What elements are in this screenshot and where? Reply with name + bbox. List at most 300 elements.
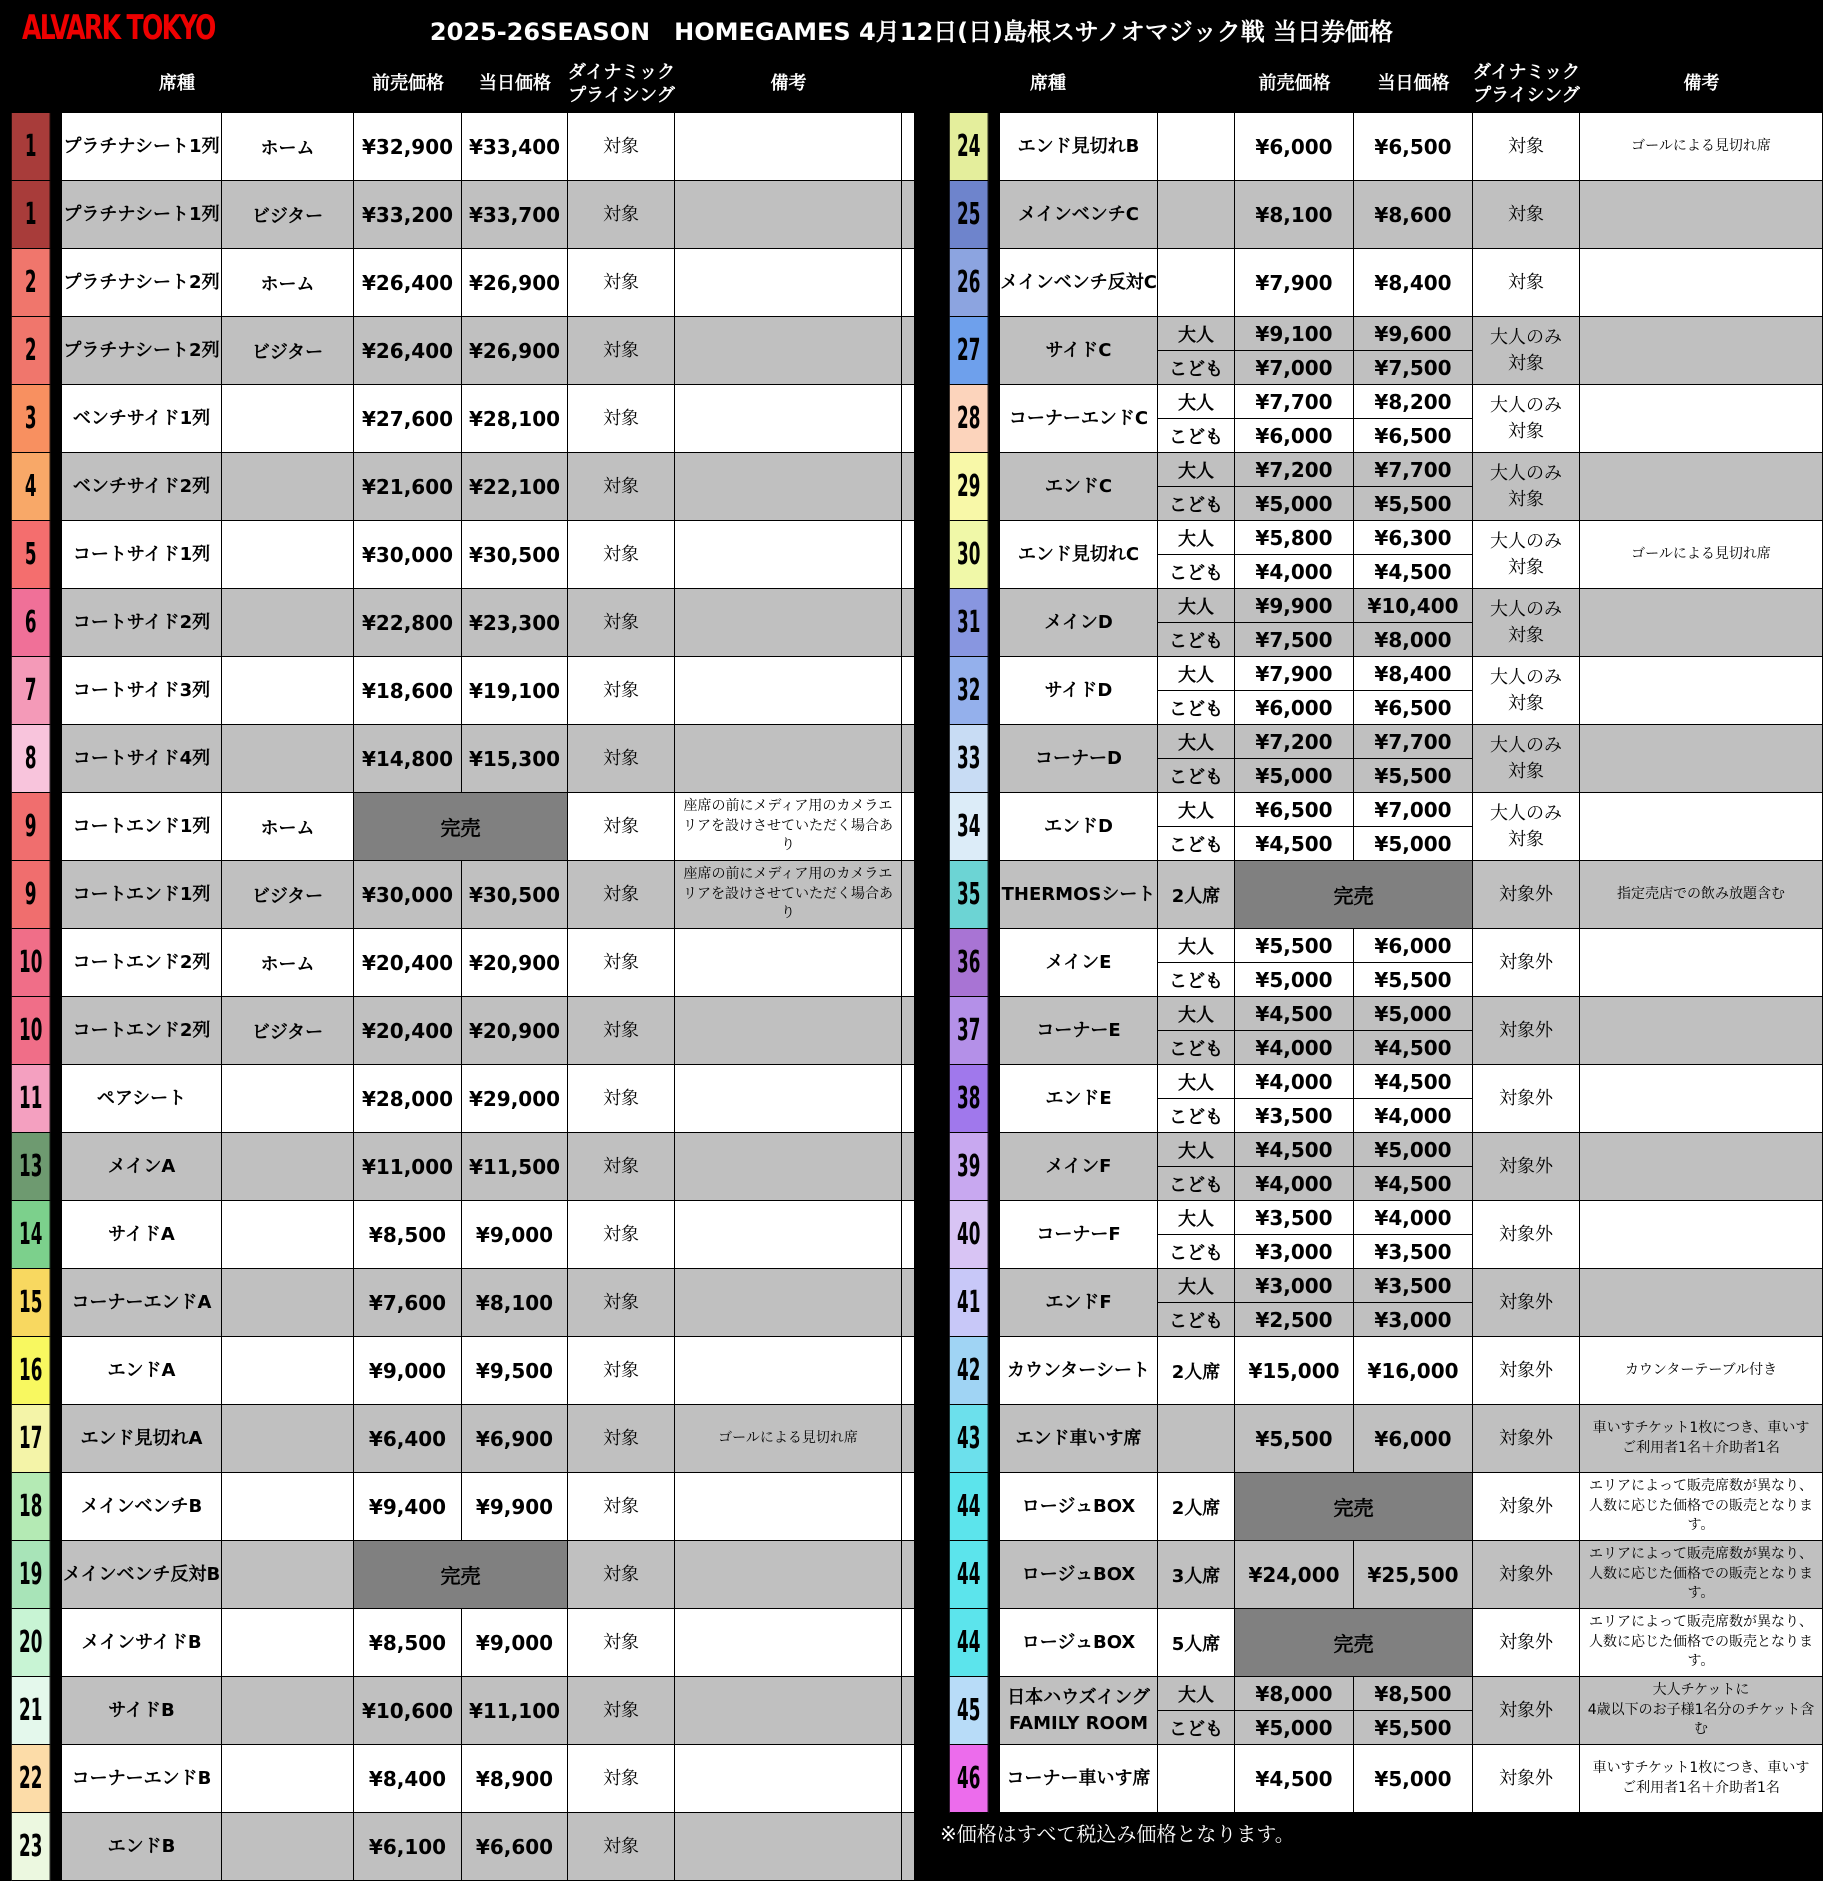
seat-number: 7 (12, 657, 50, 725)
remarks (675, 1813, 902, 1881)
presale-price: ¥5,000 (1235, 1711, 1354, 1745)
dynamic-pricing: 大人のみ 対象 (1473, 453, 1580, 521)
seat-subtype: 大人 (1158, 521, 1235, 555)
seat-name: メインE (1000, 929, 1158, 997)
presale-price: ¥7,700 (1235, 385, 1354, 419)
seat-subtype: 大人 (1158, 657, 1235, 691)
dynamic-pricing: 大人のみ 対象 (1473, 589, 1580, 657)
dynamic-pricing: 対象 (568, 1201, 675, 1269)
seat-name: メインサイドB (62, 1609, 222, 1677)
remarks: ゴールによる見切れ席 (1580, 113, 1823, 181)
dayof-price: ¥26,900 (462, 249, 568, 317)
seat-subtype: 大人 (1158, 1677, 1235, 1711)
row-edge (902, 1541, 914, 1609)
seat-number: 22 (12, 1745, 50, 1813)
seat-subtype: ホーム (222, 793, 354, 861)
remarks (675, 1541, 902, 1609)
dayof-price: ¥11,500 (462, 1133, 568, 1201)
remarks (675, 1133, 902, 1201)
dayof-price: ¥6,000 (1354, 929, 1473, 963)
seat-subtype (222, 1473, 354, 1541)
row-edge (902, 521, 914, 589)
presale-price: ¥7,000 (1235, 351, 1354, 385)
row-edge (902, 385, 914, 453)
dayof-price: ¥5,000 (1354, 827, 1473, 861)
presale-price: ¥5,500 (1235, 929, 1354, 963)
row-edge (902, 181, 914, 249)
remarks: 大人チケットに 4歳以下のお子様1名分のチケット含む (1580, 1677, 1823, 1745)
left-col-seat: 席種 (159, 73, 195, 95)
seat-number: 15 (12, 1269, 50, 1337)
dynamic-pricing: 対象 (568, 1609, 675, 1677)
seat-number: 10 (12, 929, 50, 997)
seat-number: 1 (12, 113, 50, 181)
seat-subtype (1158, 249, 1235, 317)
seat-name: ペアシート (62, 1065, 222, 1133)
remarks: エリアによって販売席数が異なり、人数に応じた価格での販売となります。 (1580, 1473, 1823, 1541)
dayof-price: ¥33,400 (462, 113, 568, 181)
seat-name: メインベンチ反対C (1000, 249, 1158, 317)
seat-name: コートサイド4列 (62, 725, 222, 793)
presale-price: ¥10,600 (354, 1677, 462, 1745)
dayof-price: ¥23,300 (462, 589, 568, 657)
seat-number: 44 (950, 1541, 988, 1609)
remarks (675, 929, 902, 997)
dayof-price: ¥6,900 (462, 1405, 568, 1473)
presale-price: ¥26,400 (354, 249, 462, 317)
left-col-dynamic: ダイナミック プライシング (567, 62, 676, 106)
seat-subtype (222, 1677, 354, 1745)
remarks (1580, 453, 1823, 521)
presale-price: ¥6,100 (354, 1813, 462, 1881)
dynamic-pricing: 対象 (1473, 113, 1580, 181)
presale-price: ¥4,500 (1235, 1745, 1354, 1813)
seat-number: 17 (12, 1405, 50, 1473)
dayof-price: ¥30,500 (462, 861, 568, 929)
dynamic-pricing: 対象 (568, 1065, 675, 1133)
presale-price: ¥4,000 (1235, 1167, 1354, 1201)
seat-subtype: 大人 (1158, 725, 1235, 759)
dayof-price: ¥6,500 (1354, 419, 1473, 453)
dayof-price: ¥25,500 (1354, 1541, 1473, 1609)
dynamic-pricing: 対象外 (1473, 1269, 1580, 1337)
dynamic-pricing: 対象 (1473, 249, 1580, 317)
seat-name: エンドF (1000, 1269, 1158, 1337)
presale-price: ¥11,000 (354, 1133, 462, 1201)
seat-name: 日本ハウズイング FAMILY ROOM (1000, 1677, 1158, 1745)
seat-subtype: 大人 (1158, 793, 1235, 827)
seat-name: サイドA (62, 1201, 222, 1269)
seat-subtype (222, 725, 354, 793)
seat-number: 40 (950, 1201, 988, 1269)
presale-price: ¥33,200 (354, 181, 462, 249)
remarks (1580, 657, 1823, 725)
seat-subtype: 大人 (1158, 929, 1235, 963)
seat-number: 37 (950, 997, 988, 1065)
dayof-price: ¥9,000 (462, 1201, 568, 1269)
seat-subtype: 大人 (1158, 997, 1235, 1031)
seat-subtype: 大人 (1158, 589, 1235, 623)
seat-name: コーナーエンドA (62, 1269, 222, 1337)
presale-price: ¥7,900 (1235, 249, 1354, 317)
seat-subtype: こども (1158, 1235, 1235, 1269)
row-edge (902, 1201, 914, 1269)
remarks (1580, 1065, 1823, 1133)
seat-number: 2 (12, 249, 50, 317)
seat-name: ロージュBOX (1000, 1609, 1158, 1677)
right-col-presale: 前売価格 (1258, 73, 1331, 95)
row-edge (902, 1677, 914, 1745)
seat-number: 31 (950, 589, 988, 657)
remarks (675, 589, 902, 657)
dynamic-pricing: 対象 (568, 1677, 675, 1745)
seat-number: 9 (12, 861, 50, 929)
seat-subtype (222, 1065, 354, 1133)
presale-price: ¥6,000 (1235, 691, 1354, 725)
seat-subtype: こども (1158, 1303, 1235, 1337)
remarks (675, 1677, 902, 1745)
row-edge (902, 725, 914, 793)
seat-name: プラチナシート2列 (62, 249, 222, 317)
dynamic-pricing: 対象 (568, 793, 675, 861)
seat-subtype: 大人 (1158, 1065, 1235, 1099)
dynamic-pricing: 対象外 (1473, 1133, 1580, 1201)
dayof-price: ¥10,400 (1354, 589, 1473, 623)
seat-name: エンド見切れA (62, 1405, 222, 1473)
seat-subtype: 大人 (1158, 385, 1235, 419)
seat-number: 36 (950, 929, 988, 997)
presale-price: ¥15,000 (1235, 1337, 1354, 1405)
row-edge (902, 453, 914, 521)
presale-price: ¥4,000 (1235, 1065, 1354, 1099)
presale-price: ¥6,400 (354, 1405, 462, 1473)
left-col-dayof: 当日価格 (479, 73, 551, 95)
row-edge (902, 1473, 914, 1541)
seat-subtype: こども (1158, 963, 1235, 997)
dynamic-pricing: 対象 (568, 1133, 675, 1201)
presale-price: ¥8,000 (1235, 1677, 1354, 1711)
dynamic-pricing: 大人のみ 対象 (1473, 385, 1580, 453)
remarks: 座席の前にメディア用のカメラエリアを設けさせていただく場合あり (675, 793, 902, 861)
remarks (675, 1269, 902, 1337)
seat-name: プラチナシート1列 (62, 113, 222, 181)
presale-price: ¥7,200 (1235, 453, 1354, 487)
dayof-price: ¥19,100 (462, 657, 568, 725)
presale-price: ¥9,000 (354, 1337, 462, 1405)
seat-subtype: ビジター (222, 997, 354, 1065)
soldout-label: 完売 (354, 793, 568, 861)
dayof-price: ¥8,900 (462, 1745, 568, 1813)
seat-number: 38 (950, 1065, 988, 1133)
dayof-price: ¥5,000 (1354, 1745, 1473, 1813)
soldout-label: 完売 (1235, 1473, 1473, 1541)
seat-name: サイドC (1000, 317, 1158, 385)
seat-subtype: こども (1158, 1167, 1235, 1201)
seat-subtype (222, 521, 354, 589)
dayof-price: ¥3,500 (1354, 1269, 1473, 1303)
right-col-remarks: 備考 (1683, 73, 1720, 95)
row-edge (902, 657, 914, 725)
dayof-price: ¥11,100 (462, 1677, 568, 1745)
remarks: エリアによって販売席数が異なり、人数に応じた価格での販売となります。 (1580, 1541, 1823, 1609)
remarks (675, 249, 902, 317)
seat-number: 41 (950, 1269, 988, 1337)
seat-subtype: 2人席 (1158, 1337, 1235, 1405)
remarks (1580, 793, 1823, 861)
seat-subtype: こども (1158, 623, 1235, 657)
seat-number: 19 (12, 1541, 50, 1609)
dayof-price: ¥6,500 (1354, 113, 1473, 181)
seat-number: 44 (950, 1473, 988, 1541)
seat-subtype: こども (1158, 487, 1235, 521)
dayof-price: ¥7,500 (1354, 351, 1473, 385)
presale-price: ¥32,900 (354, 113, 462, 181)
dayof-price: ¥4,500 (1354, 1031, 1473, 1065)
row-edge (902, 793, 914, 861)
dynamic-pricing: 対象 (568, 589, 675, 657)
dayof-price: ¥20,900 (462, 997, 568, 1065)
seat-number: 14 (12, 1201, 50, 1269)
seat-subtype: こども (1158, 691, 1235, 725)
seat-subtype: ホーム (222, 113, 354, 181)
seat-number: 20 (12, 1609, 50, 1677)
remarks: 車いすチケット1枚につき、車いすご利用者1名＋介助者1名 (1580, 1405, 1823, 1473)
footnote: ※価格はすべて税込み価格となります。 (940, 1822, 1295, 1846)
dayof-price: ¥5,500 (1354, 963, 1473, 997)
remarks (1580, 1269, 1823, 1337)
seat-number: 43 (950, 1405, 988, 1473)
presale-price: ¥27,600 (354, 385, 462, 453)
row-edge (902, 1065, 914, 1133)
remarks (675, 453, 902, 521)
seat-subtype (222, 1405, 354, 1473)
seat-subtype: 3人席 (1158, 1541, 1235, 1609)
dayof-price: ¥8,400 (1354, 657, 1473, 691)
presale-price: ¥8,100 (1235, 181, 1354, 249)
left-col-presale: 前売価格 (372, 73, 444, 95)
dynamic-pricing: 対象 (568, 1337, 675, 1405)
seat-number: 46 (950, 1745, 988, 1813)
seat-number: 5 (12, 521, 50, 589)
presale-price: ¥6,000 (1235, 419, 1354, 453)
row-edge (902, 249, 914, 317)
dynamic-pricing: 対象 (568, 1405, 675, 1473)
seat-subtype: こども (1158, 555, 1235, 589)
remarks (675, 1745, 902, 1813)
seat-name: コートサイド1列 (62, 521, 222, 589)
seat-number: 45 (950, 1677, 988, 1745)
seat-subtype: こども (1158, 759, 1235, 793)
dynamic-pricing: 対象外 (1473, 1405, 1580, 1473)
remarks: 座席の前にメディア用のカメラエリアを設けさせていただく場合あり (675, 861, 902, 929)
seat-subtype (222, 1269, 354, 1337)
seat-subtype: 5人席 (1158, 1609, 1235, 1677)
dynamic-pricing: 対象 (568, 657, 675, 725)
presale-price: ¥4,500 (1235, 997, 1354, 1031)
presale-price: ¥14,800 (354, 725, 462, 793)
presale-price: ¥5,500 (1235, 1405, 1354, 1473)
presale-price: ¥24,000 (1235, 1541, 1354, 1609)
seat-subtype (222, 1541, 354, 1609)
dayof-price: ¥7,700 (1354, 453, 1473, 487)
remarks (675, 385, 902, 453)
remarks (1580, 1133, 1823, 1201)
presale-price: ¥26,400 (354, 317, 462, 385)
row-edge (902, 1745, 914, 1813)
presale-price: ¥9,400 (354, 1473, 462, 1541)
presale-price: ¥30,000 (354, 521, 462, 589)
seat-number: 8 (12, 725, 50, 793)
remarks (1580, 725, 1823, 793)
dynamic-pricing: 対象 (568, 521, 675, 589)
soldout-label: 完売 (354, 1541, 568, 1609)
seat-number: 10 (12, 997, 50, 1065)
presale-price: ¥30,000 (354, 861, 462, 929)
seat-name: エンド見切れC (1000, 521, 1158, 589)
remarks: 指定売店での飲み放題含む (1580, 861, 1823, 929)
seat-name: プラチナシート1列 (62, 181, 222, 249)
seat-number: 9 (12, 793, 50, 861)
dayof-price: ¥30,500 (462, 521, 568, 589)
presale-price: ¥7,500 (1235, 623, 1354, 657)
presale-price: ¥22,800 (354, 589, 462, 657)
row-edge (902, 1133, 914, 1201)
seat-number: 39 (950, 1133, 988, 1201)
dynamic-pricing: 対象 (568, 317, 675, 385)
remarks: ゴールによる見切れ席 (675, 1405, 902, 1473)
seat-name: コーナーエンドC (1000, 385, 1158, 453)
remarks: カウンターテーブル付き (1580, 1337, 1823, 1405)
page-title: 2025-26SEASON HOMEGAMES 4月12日(日)島根スサノオマジック戦 当日券価格 (429, 18, 1394, 46)
seat-name: ベンチサイド1列 (62, 385, 222, 453)
seat-subtype: 大人 (1158, 317, 1235, 351)
presale-price: ¥4,500 (1235, 1133, 1354, 1167)
remarks (1580, 997, 1823, 1065)
seat-name: コーナーF (1000, 1201, 1158, 1269)
presale-price: ¥3,500 (1235, 1201, 1354, 1235)
seat-subtype (222, 1201, 354, 1269)
seat-name: コーナーE (1000, 997, 1158, 1065)
seat-subtype: こども (1158, 419, 1235, 453)
dynamic-pricing: 対象外 (1473, 929, 1580, 997)
seat-name: コーナー車いす席 (1000, 1745, 1158, 1813)
presale-price: ¥20,400 (354, 997, 462, 1065)
seat-number: 21 (12, 1677, 50, 1745)
dynamic-pricing: 対象 (568, 997, 675, 1065)
remarks (675, 725, 902, 793)
dynamic-pricing: 大人のみ 対象 (1473, 793, 1580, 861)
dayof-price: ¥6,500 (1354, 691, 1473, 725)
remarks: ゴールによる見切れ席 (1580, 521, 1823, 589)
row-edge (902, 113, 914, 181)
right-col-dynamic: ダイナミック プライシング (1472, 62, 1581, 106)
dayof-price: ¥6,300 (1354, 521, 1473, 555)
dayof-price: ¥4,500 (1354, 1167, 1473, 1201)
presale-price: ¥21,600 (354, 453, 462, 521)
seat-name: エンドE (1000, 1065, 1158, 1133)
remarks (675, 181, 902, 249)
seat-subtype: 大人 (1158, 1133, 1235, 1167)
dayof-price: ¥33,700 (462, 181, 568, 249)
remarks: 車いすチケット1枚につき、車いすご利用者1名＋介助者1名 (1580, 1745, 1823, 1813)
dayof-price: ¥8,000 (1354, 623, 1473, 657)
presale-price: ¥18,600 (354, 657, 462, 725)
seat-subtype: 大人 (1158, 1269, 1235, 1303)
dayof-price: ¥5,000 (1354, 1133, 1473, 1167)
seat-subtype: ビジター (222, 861, 354, 929)
dayof-price: ¥6,600 (462, 1813, 568, 1881)
seat-number: 30 (950, 521, 988, 589)
dynamic-pricing: 対象 (568, 1473, 675, 1541)
seat-name: プラチナシート2列 (62, 317, 222, 385)
dayof-price: ¥4,000 (1354, 1201, 1473, 1235)
dayof-price: ¥8,100 (462, 1269, 568, 1337)
dynamic-pricing: 対象外 (1473, 1473, 1580, 1541)
dayof-price: ¥4,500 (1354, 555, 1473, 589)
dynamic-pricing: 対象 (1473, 181, 1580, 249)
seat-subtype (222, 1813, 354, 1881)
dynamic-pricing: 大人のみ 対象 (1473, 521, 1580, 589)
seat-subtype: こども (1158, 827, 1235, 861)
seat-name: メインD (1000, 589, 1158, 657)
seat-number: 13 (12, 1133, 50, 1201)
dynamic-pricing: 対象外 (1473, 1065, 1580, 1133)
dynamic-pricing: 対象外 (1473, 997, 1580, 1065)
seat-name: ベンチサイド2列 (62, 453, 222, 521)
seat-name: コートエンド1列 (62, 861, 222, 929)
seat-name: エンド車いす席 (1000, 1405, 1158, 1473)
row-edge (902, 589, 914, 657)
dayof-price: ¥22,100 (462, 453, 568, 521)
seat-name: コートエンド2列 (62, 929, 222, 997)
seat-name: エンドD (1000, 793, 1158, 861)
dynamic-pricing: 対象 (568, 1541, 675, 1609)
remarks (1580, 317, 1823, 385)
row-edge (902, 997, 914, 1065)
presale-price: ¥5,000 (1235, 759, 1354, 793)
remarks (675, 1201, 902, 1269)
seat-name: コートサイド3列 (62, 657, 222, 725)
row-edge (902, 317, 914, 385)
seat-name: コートエンド1列 (62, 793, 222, 861)
remarks: エリアによって販売席数が異なり、人数に応じた価格での販売となります。 (1580, 1609, 1823, 1677)
dynamic-pricing: 対象 (568, 929, 675, 997)
presale-price: ¥7,600 (354, 1269, 462, 1337)
seat-name: メインA (62, 1133, 222, 1201)
seat-subtype (222, 1609, 354, 1677)
dayof-price: ¥29,000 (462, 1065, 568, 1133)
dynamic-pricing: 対象 (568, 453, 675, 521)
remarks (675, 657, 902, 725)
seat-name: メインF (1000, 1133, 1158, 1201)
seat-number: 42 (950, 1337, 988, 1405)
seat-number: 3 (12, 385, 50, 453)
dynamic-pricing: 対象 (568, 1745, 675, 1813)
seat-name: コートサイド2列 (62, 589, 222, 657)
dynamic-pricing: 対象外 (1473, 1677, 1580, 1745)
presale-price: ¥9,900 (1235, 589, 1354, 623)
dayof-price: ¥20,900 (462, 929, 568, 997)
presale-price: ¥20,400 (354, 929, 462, 997)
remarks (675, 1609, 902, 1677)
dayof-price: ¥8,500 (1354, 1677, 1473, 1711)
seat-subtype (222, 453, 354, 521)
remarks (1580, 589, 1823, 657)
remarks (675, 1337, 902, 1405)
dynamic-pricing: 対象 (568, 113, 675, 181)
seat-subtype (1158, 1745, 1235, 1813)
remarks (1580, 181, 1823, 249)
